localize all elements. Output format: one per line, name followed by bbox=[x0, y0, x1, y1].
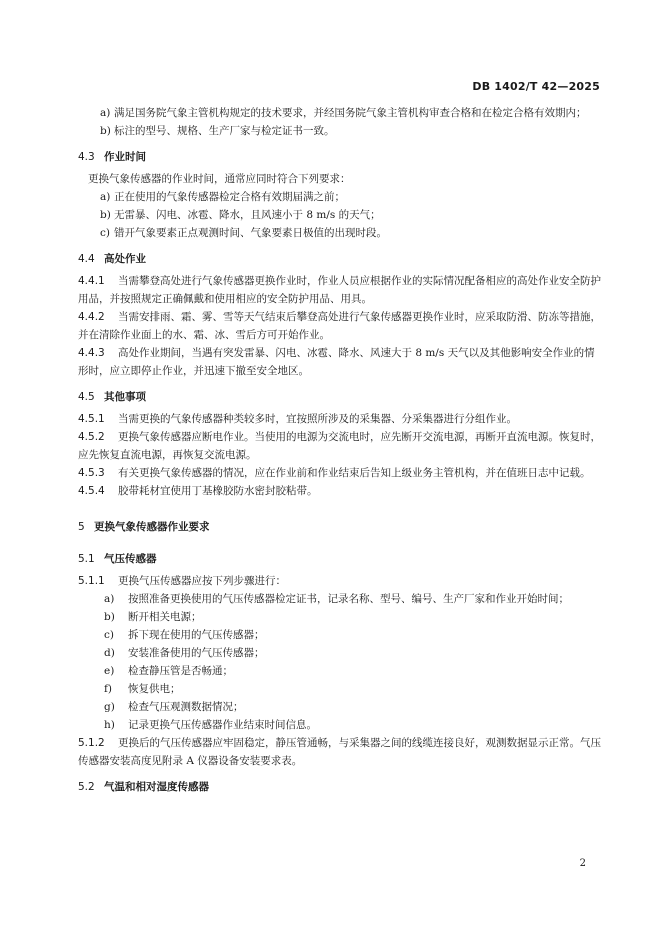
list-item-label: c) bbox=[104, 629, 114, 641]
clause-number: 4.5.4 bbox=[78, 485, 105, 497]
list-item-label: d) bbox=[104, 647, 115, 659]
section-title: 高处作业 bbox=[104, 253, 146, 265]
clause-number: 5.1.2 bbox=[78, 737, 105, 749]
clause-4-4-2 bbox=[78, 308, 602, 344]
section-title: 气温和相对湿度传感器 bbox=[104, 781, 209, 793]
section-number: 4.3 bbox=[78, 151, 95, 163]
clause-text: 更换气象传感器应断电作业。当使用的电源为交流电时，应先断开交流电源，再断开直流电源。恢复时，应先恢复直流电源，再恢复交流电源。 bbox=[78, 431, 601, 461]
list-item bbox=[78, 608, 602, 626]
list-item bbox=[78, 698, 602, 716]
clause-number: 4.5.3 bbox=[78, 467, 105, 479]
section-heading-5-2 bbox=[78, 778, 602, 796]
chapter-heading-5 bbox=[78, 518, 602, 536]
clause-text: 有关更换气象传感器的情况，应在作业前和作业结束后告知上级业务主管机构，并在值班日志中记载。 bbox=[118, 467, 591, 479]
list-item-text: 拆下现在使用的气压传感器； bbox=[128, 629, 265, 641]
list-item-text: 标注的型号、规格、生产厂家与检定证书一致。 bbox=[114, 125, 335, 137]
list-item-label: e) bbox=[104, 665, 115, 677]
section-number: 4.4 bbox=[78, 253, 95, 265]
clause-text: 更换气压传感器应按下列步骤进行： bbox=[118, 575, 286, 587]
list-item bbox=[78, 224, 602, 242]
section-heading-4-3 bbox=[78, 148, 602, 166]
section-number: 5.1 bbox=[78, 553, 95, 565]
clause-number: 4.5.2 bbox=[78, 431, 105, 443]
page-number: 2 bbox=[579, 858, 586, 869]
list-item-label: a) bbox=[100, 191, 111, 203]
chapter-number: 5 bbox=[78, 521, 85, 533]
list-item-text: 安装准备使用的气压传感器； bbox=[128, 647, 265, 659]
list-item-label: a) bbox=[104, 593, 115, 605]
clause-4-5-4 bbox=[78, 482, 602, 500]
clause-5-1-1 bbox=[78, 572, 602, 590]
clause-5-1-2 bbox=[78, 734, 602, 770]
section-heading-4-4 bbox=[78, 250, 602, 268]
list-item-text: 记录更换气压传感器作业结束时间信息。 bbox=[128, 719, 317, 731]
clause-text: 当需攀登高处进行气象传感器更换作业时，作业人员应根据作业的实际情况配备相应的高处作业安全防护用品，并按照规定正确佩戴和使用相应的安全防护用品、用具。 bbox=[78, 275, 601, 305]
list-item bbox=[78, 188, 602, 206]
list-item bbox=[78, 206, 602, 224]
list-item-text: 检查静压管是否畅通； bbox=[128, 665, 233, 677]
list-item-label: a) bbox=[100, 107, 111, 119]
list-item bbox=[78, 662, 602, 680]
section-number: 5.2 bbox=[78, 781, 95, 793]
list-item bbox=[78, 680, 602, 698]
section-heading-5-1 bbox=[78, 550, 602, 568]
clause-4-4-3 bbox=[78, 344, 602, 380]
list-item-text: 按照准备更换使用的气压传感器检定证书，记录名称、型号、编号、生产厂家和作业开始时间； bbox=[128, 593, 569, 605]
clause-4-4-1 bbox=[78, 272, 602, 308]
list-item bbox=[78, 590, 602, 608]
clause-number: 4.4.1 bbox=[78, 275, 105, 287]
list-item-label: b) bbox=[104, 611, 115, 623]
section-title: 其他事项 bbox=[104, 391, 146, 403]
clause-text: 更换后的气压传感器应牢固稳定，静压管通畅，与采集器之间的线缆连接良好，观测数据显示正常。气压传感器安装高度见附录 A 仪器设备安装要求表。 bbox=[78, 737, 601, 767]
list-item-text: 无雷暴、闪电、冰雹、降水，且风速小于 8 m/s 的天气； bbox=[114, 209, 381, 221]
list-item-label: b) bbox=[100, 209, 111, 221]
paragraph: 更换气象传感器的作业时间，通常应同时符合下列要求： bbox=[88, 173, 351, 185]
clause-4-5-3 bbox=[78, 464, 602, 482]
list-item bbox=[78, 104, 602, 122]
list-item bbox=[78, 626, 602, 644]
clause-number: 5.1.1 bbox=[78, 575, 105, 587]
clause-text: 当需更换的气象传感器种类较多时，宜按照所涉及的采集器、分采集器进行分组作业。 bbox=[118, 413, 517, 425]
clause-number: 4.5.1 bbox=[78, 413, 105, 425]
list-item-label: b) bbox=[100, 125, 111, 137]
list-item-text: 断开相关电源； bbox=[128, 611, 202, 623]
list-item-label: f) bbox=[104, 683, 112, 695]
clause-number: 4.4.3 bbox=[78, 347, 105, 359]
clause-number: 4.4.2 bbox=[78, 311, 105, 323]
section-number: 4.5 bbox=[78, 391, 95, 403]
clause-text: 胶带耗材宜使用丁基橡胶防水密封胶粘带。 bbox=[118, 485, 318, 497]
list-item-label: h) bbox=[104, 719, 115, 731]
list-item-text: 正在使用的气象传感器检定合格有效期届满之前； bbox=[114, 191, 345, 203]
clause-text: 高处作业期间，当遇有突发雷暴、闪电、冰雹、降水、风速大于 8 m/s 天气以及其他影响安全作业的情形时，应立即停止作业，并迅速下撤至安全地区。 bbox=[78, 347, 595, 377]
list-item-text: 检查气压观测数据情况； bbox=[128, 701, 244, 713]
section-heading-4-5 bbox=[78, 388, 602, 406]
list-item-text: 满足国务院气象主管机构规定的技术要求，并经国务院气象主管机构审查合格和在检定合格有效期内； bbox=[114, 107, 587, 119]
list-item bbox=[78, 716, 602, 734]
list-item bbox=[78, 644, 602, 662]
section-title: 气压传感器 bbox=[104, 553, 157, 565]
list-item-text: 错开气象要素正点观测时间、气象要素日极值的出现时段。 bbox=[114, 227, 387, 239]
list-item bbox=[78, 122, 602, 140]
clause-4-5-2 bbox=[78, 428, 602, 464]
chapter-title: 更换气象传感器作业要求 bbox=[94, 521, 210, 533]
section-title: 作业时间 bbox=[104, 151, 146, 163]
clause-text: 当需安排雨、霜、雾、雪等天气结束后攀登高处进行气象传感器更换作业时，应采取防滑、防冻等措施，并在清除作业面上的水、霜、冰、雪后方可开始作业。 bbox=[78, 311, 601, 341]
page-content bbox=[78, 104, 602, 796]
clause-4-5-1 bbox=[78, 410, 602, 428]
list-item-text: 恢复供电； bbox=[128, 683, 181, 695]
list-item-label: g) bbox=[104, 701, 115, 713]
document-code: DB 1402/T 42—2025 bbox=[472, 80, 600, 93]
list-item-label: c) bbox=[100, 227, 110, 239]
